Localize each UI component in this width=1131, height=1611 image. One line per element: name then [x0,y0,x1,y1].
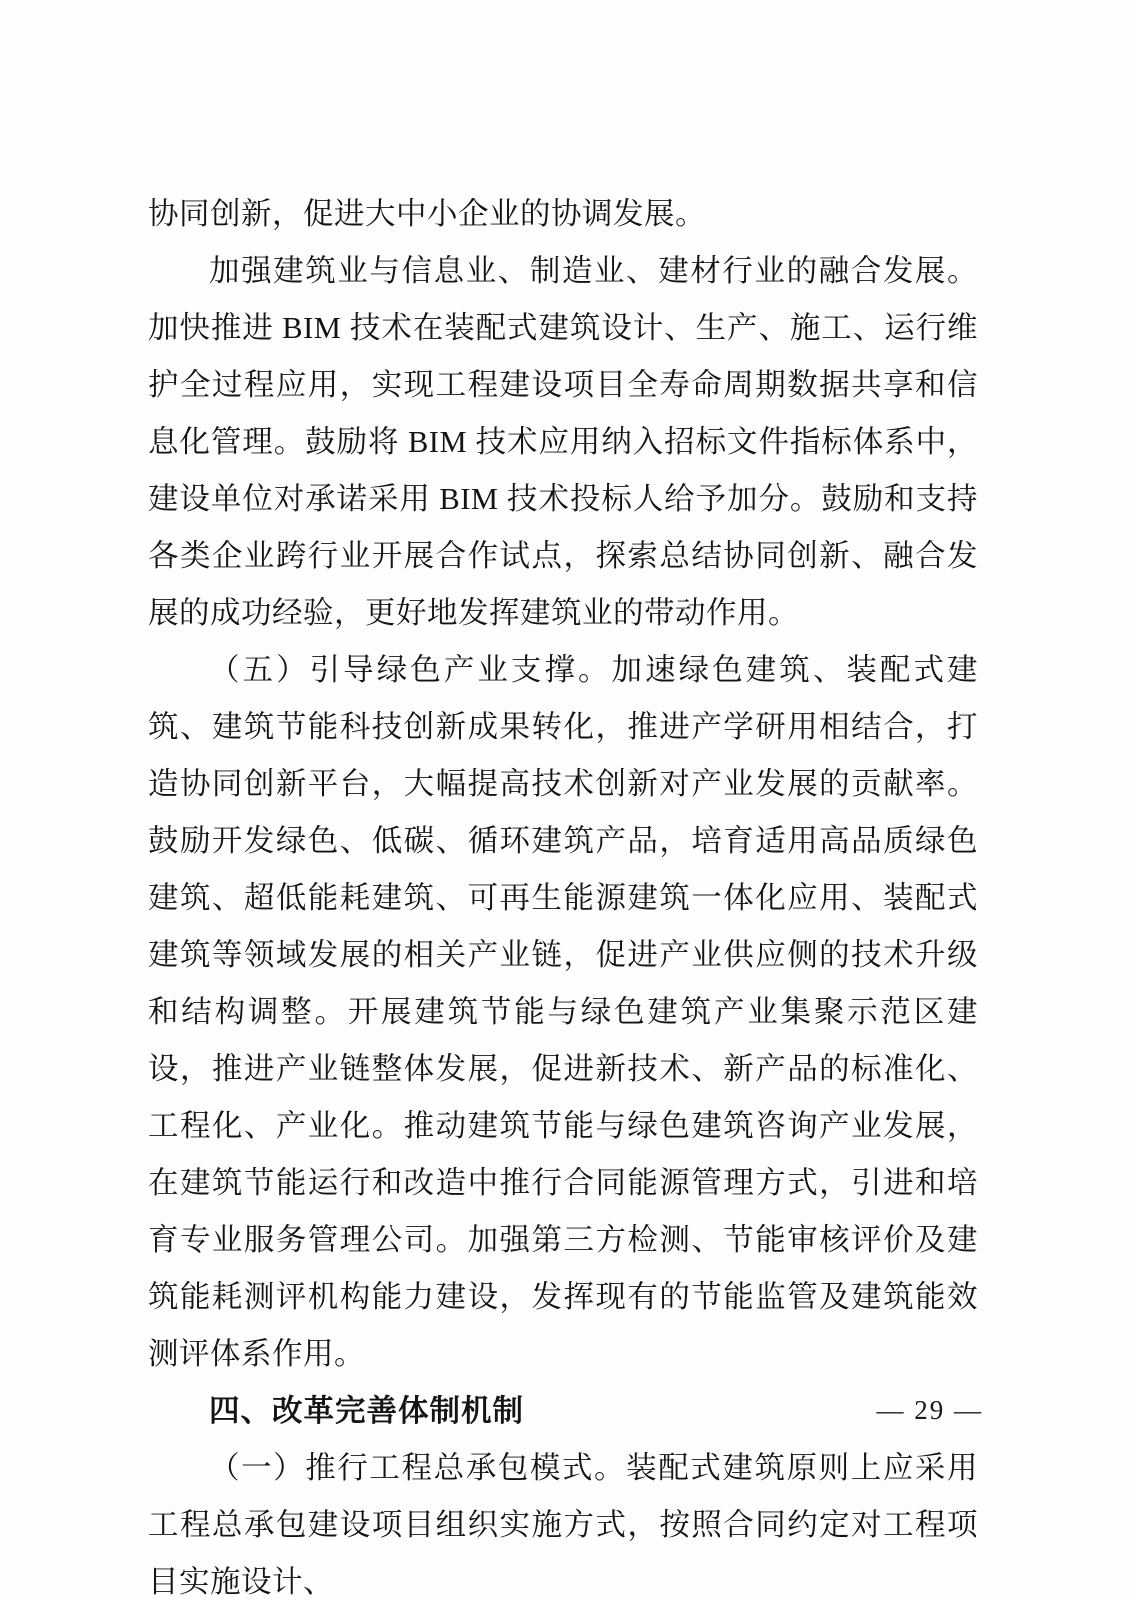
paragraph-bim-integration: 加强建筑业与信息业、制造业、建材行业的融合发展。加快推进 BIM 技术在装配式建筑设计、生产、施工、运行维护全过程应用，实现工程建设项目全寿命周期数据共享和信息化管理。鼓励将 BIM 技术应用纳入招标文件指标体系中，建设单位对承诺采用 BIM 技术投标人给予加分。鼓励和支持各类企业跨行业开展合作试点，探索总结协同创新、融合发展的成功经验，更好地发挥建筑业的带动作用。 [148,254,978,630]
paragraph-green-industry: （五）引导绿色产业支撑。加速绿色建筑、装配式建筑、建筑节能科技创新成果转化，推进产学研用相结合，打造协同创新平台，大幅提高技术创新对产业发展的贡献率。鼓励开发绿色、低碳、循环建筑产品，培育适用高品质绿色建筑、超低能耗建筑、可再生能源建筑一体化应用、装配式建筑等领域发展的相关产业链，促进产业供应侧的技术升级和结构调整。开展建筑节能与绿色建筑产业集聚示范区建设，推进产业链整体发展，促进新技术、新产品的标准化、工程化、产业化。推动建筑节能与绿色建筑咨询产业发展，在建筑节能运行和改造中推行合同能源管理方式，引进和培育专业服务管理公司。加强第三方检测、节能审核评价及建筑能耗测评机构能力建设，发挥现有的节能监管及建筑能效测评体系作用。 [148,653,978,1371]
section-heading-four: 四、改革完善体制机制 [209,1394,524,1428]
page-number: — 29 — [876,1395,983,1425]
paragraph-general-contracting: （一）推行工程总承包模式。装配式建筑原则上应采用工程总承包建设项目组织实施方式，按照合同约定对工程项目实施设计、 [148,1451,978,1599]
paragraph-continuation: 协同创新，促进大中小企业的协调发展。 [148,197,706,231]
